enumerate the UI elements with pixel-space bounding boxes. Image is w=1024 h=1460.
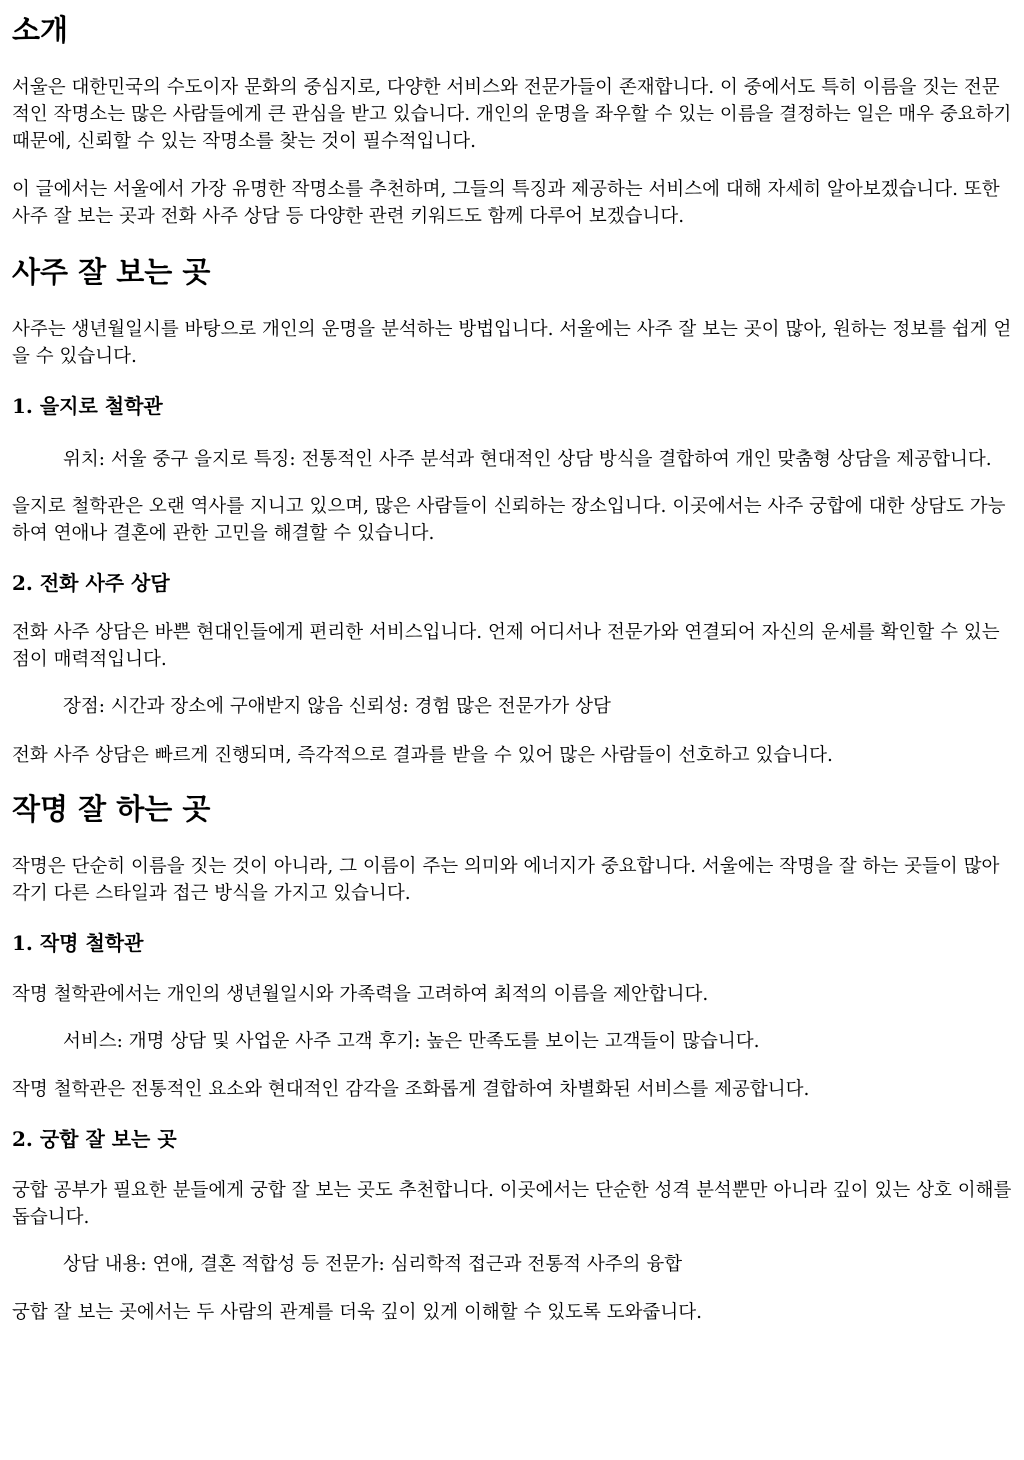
naming-paragraph: 작명은 단순히 이름을 짓는 것이 아니라, 그 이름이 주는 의미와 에너지가 중요합니다. 서울에는 작명을 잘 하는 곳들이 많아 각기 다른 스타일과 접근 방식을 가지고 있습니다.	[12, 856, 1000, 904]
jakmyeong-subheading: 1. 작명 철학관	[12, 931, 144, 955]
article	[0, 12, 1024, 1326]
intro-heading: 소개	[12, 13, 69, 47]
gunghap-blockquote: 상담 내용: 연애, 결혼 적합성 등 전문가: 심리학적 접근과 전통적 사주의 융합	[63, 1254, 683, 1275]
euljiro-paragraph: 을지로 철학관은 오랜 역사를 지니고 있으며, 많은 사람들이 신뢰하는 장소입니다. 이곳에서는 사주 궁합에 대한 상담도 가능하여 연애나 결혼에 관한 고민을 해결할 수 있습니다.	[12, 496, 1006, 544]
saju-paragraph: 사주는 생년월일시를 바탕으로 개인의 운명을 분석하는 방법입니다. 서울에는 사주 잘 보는 곳이 많아, 원하는 정보를 쉽게 얻을 수 있습니다.	[12, 319, 1012, 367]
euljiro-subheading: 1. 을지로 철학관	[12, 394, 163, 418]
saju-heading: 사주 잘 보는 곳	[12, 255, 211, 289]
euljiro-blockquote: 위치: 서울 중구 을지로 특징: 전통적인 사주 분석과 현대적인 상담 방식을 결합하여 개인 맞춤형 상담을 제공합니다.	[63, 449, 992, 470]
gunghap-subheading: 2. 궁합 잘 보는 곳	[12, 1127, 177, 1151]
jakmyeong-paragraph-1: 작명 철학관에서는 개인의 생년월일시와 가족력을 고려하여 최적의 이름을 제안합니다.	[12, 984, 709, 1005]
phone-saju-paragraph-1: 전화 사주 상담은 바쁜 현대인들에게 편리한 서비스입니다. 언제 어디서나 전문가와 연결되어 자신의 운세를 확인할 수 있는 점이 매력적입니다.	[12, 622, 1000, 670]
intro-paragraph-1: 서울은 대한민국의 수도이자 문화의 중심지로, 다양한 서비스와 전문가들이 존재합니다. 이 중에서도 특히 이름을 짓는 전문적인 작명소는 많은 사람들에게 큰 관심을 받고 있습니다. 개인의 운명을 좌우할 수 있는 이름을 결정하는 일은 매우 중요하기 때문에, 신뢰할 수 있는 작명소를 찾는 것이 필수적입니다.	[12, 77, 1012, 152]
gunghap-paragraph-1: 궁합 공부가 필요한 분들에게 궁합 잘 보는 곳도 추천합니다. 이곳에서는 단순한 성격 분석뿐만 아니라 깊이 있는 상호 이해를 돕습니다.	[12, 1180, 1012, 1228]
jakmyeong-paragraph-2: 작명 철학관은 전통적인 요소와 현대적인 감각을 조화롭게 결합하여 차별화된 서비스를 제공합니다.	[12, 1079, 810, 1100]
phone-saju-paragraph-2: 전화 사주 상담은 빠르게 진행되며, 즉각적으로 결과를 받을 수 있어 많은 사람들이 선호하고 있습니다.	[12, 745, 833, 766]
phone-saju-subheading: 2. 전화 사주 상담	[12, 571, 170, 595]
naming-heading: 작명 잘 하는 곳	[12, 792, 211, 826]
intro-paragraph-2: 이 글에서는 서울에서 가장 유명한 작명소를 추천하며, 그들의 특징과 제공하는 서비스에 대해 자세히 알아보겠습니다. 또한 사주 잘 보는 곳과 전화 사주 상담 등 다양한 관련 키워드도 함께 다루어 보겠습니다.	[12, 179, 1000, 227]
phone-saju-blockquote: 장점: 시간과 장소에 구애받지 않음 신뢰성: 경험 많은 전문가가 상담	[63, 696, 611, 717]
gunghap-paragraph-2: 궁합 잘 보는 곳에서는 두 사람의 관계를 더욱 깊이 있게 이해할 수 있도록 도와줍니다.	[12, 1302, 702, 1323]
jakmyeong-blockquote: 서비스: 개명 상담 및 사업운 사주 고객 후기: 높은 만족도를 보이는 고객들이 많습니다.	[63, 1031, 760, 1052]
